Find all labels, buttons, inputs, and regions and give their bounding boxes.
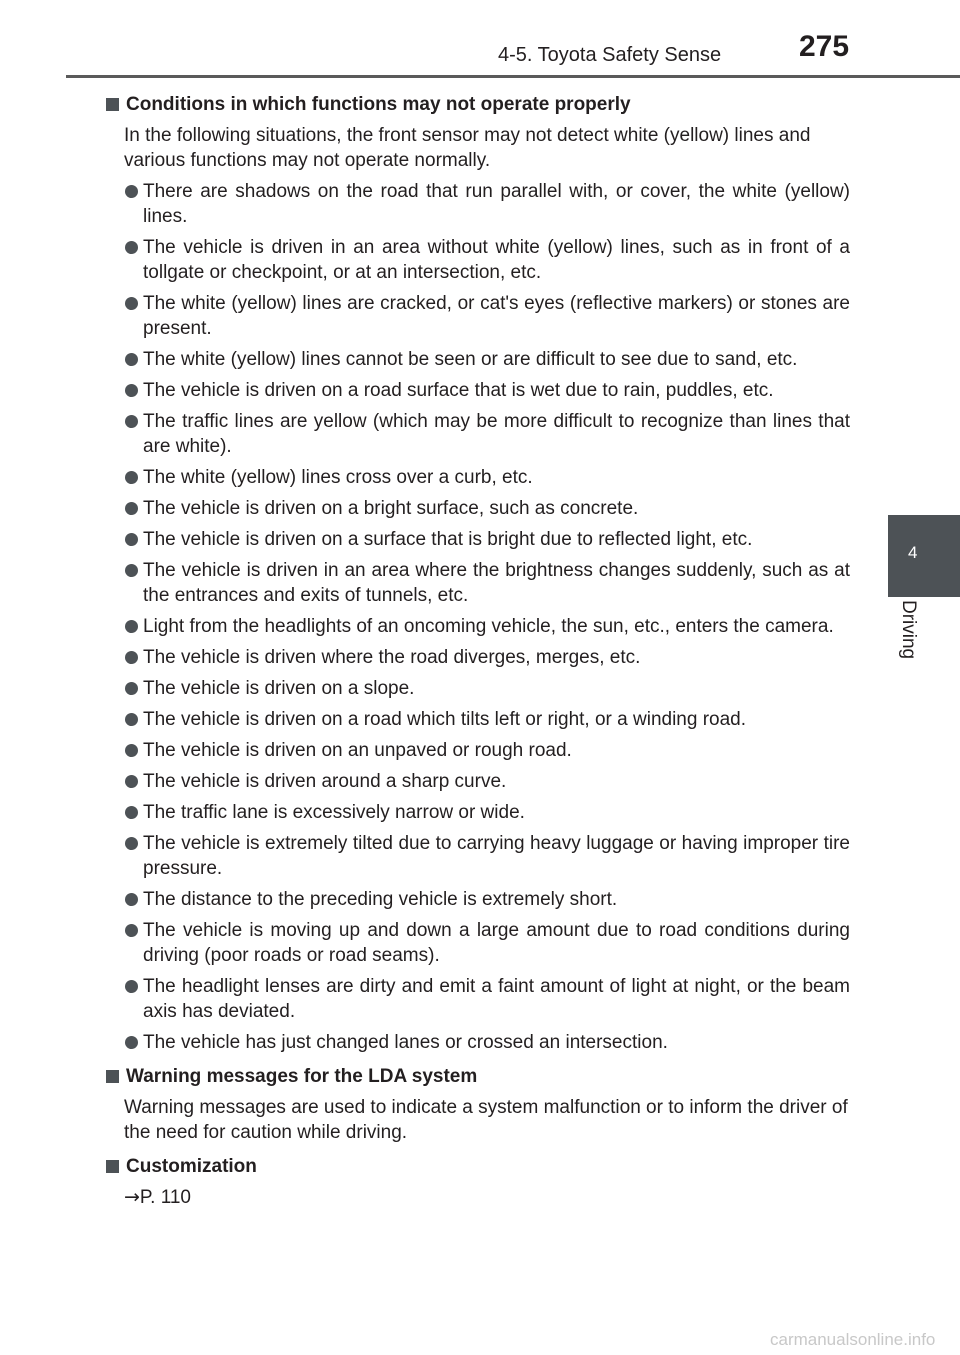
list-item — [104, 527, 850, 552]
list-item — [104, 887, 850, 912]
heading-text: Conditions in which functions may not operate properly — [126, 94, 631, 115]
list-item-text: The white (yellow) lines cross over a curb, etc. — [143, 467, 533, 488]
square-bullet-icon — [106, 1160, 119, 1173]
square-bullet-icon — [106, 98, 119, 111]
conditions-list — [104, 179, 850, 1055]
list-item-text: There are shadows on the road that run parallel with, or cover, the white (yellow) lines. — [143, 181, 850, 227]
section-warning-messages — [104, 1064, 850, 1145]
list-item-text: The vehicle is driven in an area without white (yellow) lines, such as in front of a tollgate or checkpoint, or at an intersection, etc. — [143, 237, 850, 283]
circle-bullet-icon — [125, 533, 138, 546]
heading-text: Customization — [126, 1156, 257, 1177]
circle-bullet-icon — [125, 620, 138, 633]
list-item-text: The vehicle is driven on a road surface that is wet due to rain, puddles, etc. — [143, 380, 774, 401]
list-item-text: The white (yellow) lines are cracked, or cat's eyes (reflective markers) or stones are present. — [143, 293, 850, 339]
circle-bullet-icon — [125, 980, 138, 993]
list-item-text: The vehicle is driven on a road which tilts left or right, or a winding road. — [143, 709, 747, 730]
circle-bullet-icon — [125, 1036, 138, 1049]
list-item — [104, 645, 850, 670]
list-item-text: The vehicle is driven on an unpaved or rough road. — [143, 740, 572, 761]
circle-bullet-icon — [125, 682, 138, 695]
list-item-text: The distance to the preceding vehicle is extremely short. — [143, 889, 618, 910]
list-item-text: The vehicle has just changed lanes or crossed an intersection. — [143, 1032, 668, 1053]
list-item — [104, 465, 850, 490]
page-content — [104, 92, 850, 1219]
section-heading — [104, 1154, 850, 1179]
arrow-right-icon: → — [124, 1186, 140, 1208]
list-item-text: The traffic lines are yellow (which may be more difficult to recognize than lines that are white). — [143, 411, 850, 457]
list-item — [104, 378, 850, 403]
circle-bullet-icon — [125, 837, 138, 850]
list-item — [104, 614, 850, 639]
list-item-text: The vehicle is driven on a slope. — [143, 678, 415, 699]
circle-bullet-icon — [125, 893, 138, 906]
list-item — [104, 1030, 850, 1055]
list-item — [104, 409, 850, 459]
circle-bullet-icon — [125, 415, 138, 428]
list-item-text: The vehicle is driven where the road diverges, merges, etc. — [143, 647, 641, 668]
circle-bullet-icon — [125, 775, 138, 788]
watermark: carmanualsonline.info — [770, 1330, 936, 1349]
page-reference-link[interactable] — [104, 1185, 850, 1210]
list-item-text: The vehicle is driven around a sharp curve. — [143, 771, 507, 792]
list-item — [104, 974, 850, 1024]
list-item-text: Light from the headlights of an oncoming vehicle, the sun, etc., enters the camera. — [143, 616, 834, 637]
list-item — [104, 558, 850, 608]
list-item-text: The vehicle is moving up and down a large amount due to road conditions during driving (poor roads or road seams). — [143, 920, 850, 966]
list-item — [104, 738, 850, 763]
section-customization — [104, 1154, 850, 1210]
list-item-text: The vehicle is extremely tilted due to carrying heavy luggage or having improper tire pressure. — [143, 833, 850, 879]
section-heading — [104, 1064, 850, 1089]
list-item — [104, 769, 850, 794]
section-body: Warning messages are used to indicate a system malfunction or to inform the driver of the need for caution while driving. — [124, 1097, 848, 1143]
chapter-tab — [888, 515, 960, 597]
list-item — [104, 707, 850, 732]
chapter-label — [897, 600, 937, 680]
list-item-text: The vehicle is driven on a surface that is bright due to reflected light, etc. — [143, 529, 753, 550]
list-item — [104, 235, 850, 285]
circle-bullet-icon — [125, 744, 138, 757]
list-item-text: The headlight lenses are dirty and emit a faint amount of light at night, or the beam axis has deviated. — [143, 976, 850, 1022]
list-item-text: The white (yellow) lines cannot be seen or are difficult to see due to sand, etc. — [143, 349, 798, 370]
section-heading — [104, 92, 850, 117]
section-conditions — [104, 92, 850, 1055]
circle-bullet-icon — [125, 502, 138, 515]
circle-bullet-icon — [125, 384, 138, 397]
list-item — [104, 800, 850, 825]
heading-text: Warning messages for the LDA system — [126, 1066, 478, 1087]
list-item-text: The vehicle is driven in an area where the brightness changes suddenly, such as at the entrances and exits of tunnels, etc. — [143, 560, 850, 606]
list-item — [104, 918, 850, 968]
chapter-title: Driving — [898, 600, 919, 660]
list-item-text: The traffic lane is excessively narrow or wide. — [143, 802, 525, 823]
header-rule — [66, 75, 960, 78]
page-reference: P. 110 — [139, 1187, 191, 1208]
circle-bullet-icon — [125, 297, 138, 310]
square-bullet-icon — [106, 1070, 119, 1083]
circle-bullet-icon — [125, 806, 138, 819]
list-item — [104, 179, 850, 229]
list-item — [104, 291, 850, 341]
circle-bullet-icon — [125, 564, 138, 577]
circle-bullet-icon — [125, 471, 138, 484]
list-item-text: The vehicle is driven on a bright surface, such as concrete. — [143, 498, 639, 519]
page-number: 275 — [799, 30, 850, 63]
circle-bullet-icon — [125, 185, 138, 198]
circle-bullet-icon — [125, 924, 138, 937]
chapter-number: 4 — [908, 543, 918, 562]
circle-bullet-icon — [125, 241, 138, 254]
list-item — [104, 347, 850, 372]
section-title: 4-5. Toyota Safety Sense — [498, 44, 722, 66]
section-body: In the following situations, the front sensor may not detect white (yellow) lines and various functions may not operate normally. — [124, 125, 811, 171]
list-item — [104, 496, 850, 521]
page-header — [0, 0, 960, 80]
list-item — [104, 676, 850, 701]
circle-bullet-icon — [125, 713, 138, 726]
list-item — [104, 831, 850, 881]
circle-bullet-icon — [125, 353, 138, 366]
circle-bullet-icon — [125, 651, 138, 664]
